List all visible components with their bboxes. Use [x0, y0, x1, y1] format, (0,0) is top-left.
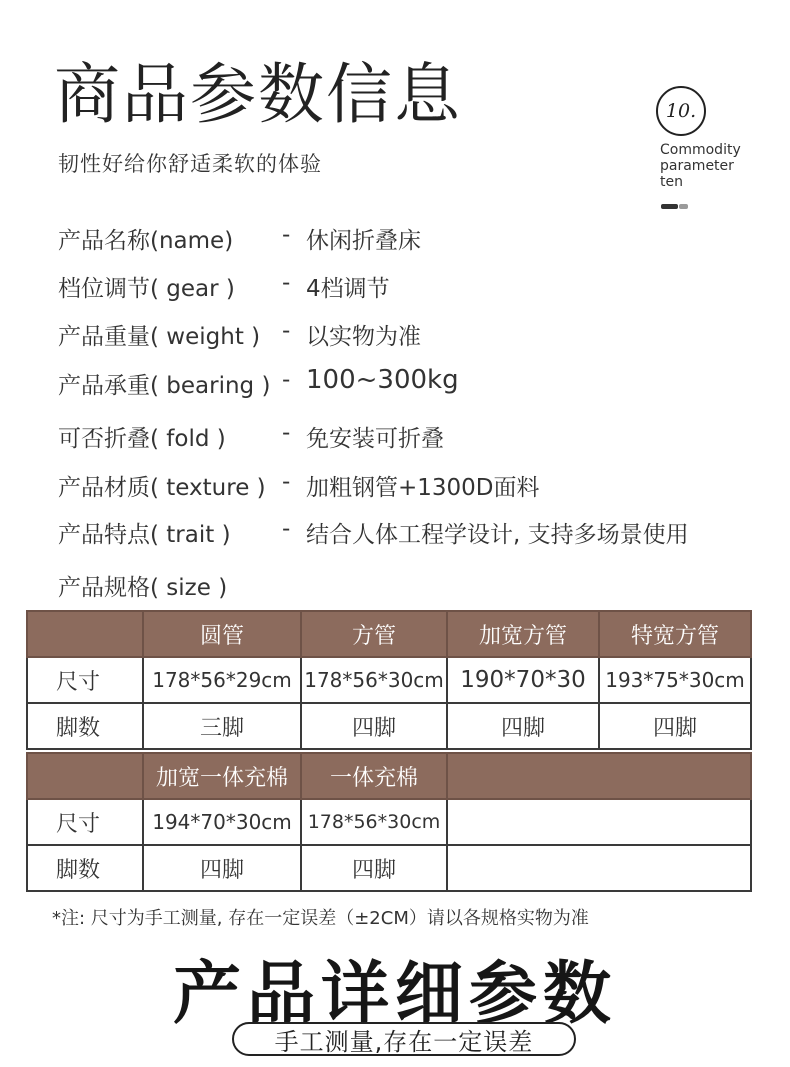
- param-value: 结合人体工程学设计, 支持多场景使用: [306, 522, 689, 548]
- param-label: 产品重量( weight ): [58, 324, 261, 350]
- badge-caption-line: parameter: [660, 158, 734, 174]
- table-header-cell: 加宽方管: [447, 611, 599, 657]
- param-value: 休闲折叠床: [306, 228, 421, 254]
- table-row-label: 脚数: [27, 845, 143, 891]
- table-header-cell: 特宽方管: [599, 611, 751, 657]
- table-header-cell: 一体充棉: [301, 753, 447, 799]
- param-label: 产品特点( trait ): [58, 522, 231, 548]
- table-header-cell: [27, 753, 143, 799]
- param-dash: -: [282, 318, 291, 344]
- table-cell: 193*75*30cm: [599, 657, 751, 703]
- badge-caption-line: ten: [660, 174, 683, 190]
- table-cell: 三脚: [143, 703, 301, 749]
- table-header-cell: [27, 611, 143, 657]
- param-value: 以实物为准: [306, 324, 421, 350]
- param-label: 产品规格( size ): [58, 575, 228, 601]
- badge-caption-line: Commodity: [660, 142, 741, 158]
- table-cell: 四脚: [301, 703, 447, 749]
- param-dash: -: [282, 367, 291, 393]
- table-header-cell: 方管: [301, 611, 447, 657]
- table-row: [27, 657, 751, 703]
- progress-bar-dark: [661, 204, 678, 209]
- table-cell: 178*56*30cm: [301, 657, 447, 703]
- table-header-row: [27, 611, 751, 657]
- table-cell: 四脚: [301, 845, 447, 891]
- table-cell: 194*70*30cm: [143, 799, 301, 845]
- param-dash: -: [282, 420, 291, 446]
- progress-bar-light: [679, 204, 688, 209]
- table-header-cell: 加宽一体充棉: [143, 753, 301, 799]
- param-dash: -: [282, 516, 291, 542]
- table-cell: 190*70*30: [447, 657, 599, 703]
- section-number-badge: 10.: [656, 86, 706, 136]
- table-cell: 四脚: [447, 703, 599, 749]
- page-title: 商品参数信息: [54, 56, 462, 133]
- table-row-label: 尺寸: [27, 799, 143, 845]
- table-cell: 四脚: [143, 845, 301, 891]
- param-label: 产品名称(name): [58, 228, 234, 254]
- table-cell: [447, 845, 751, 891]
- size-table-2: [26, 752, 752, 892]
- table-row: [27, 799, 751, 845]
- table-header-row: [27, 753, 751, 799]
- table-cell: [447, 799, 751, 845]
- table-header-cell: [447, 753, 751, 799]
- param-value: 免安装可折叠: [306, 426, 444, 452]
- table-row-label: 脚数: [27, 703, 143, 749]
- table-row: [27, 845, 751, 891]
- table-header-cell: 圆管: [143, 611, 301, 657]
- table-row-label: 尺寸: [27, 657, 143, 703]
- caption-pill: 手工测量,存在一定误差: [232, 1022, 576, 1056]
- size-table-1: [26, 610, 752, 750]
- param-value: 加粗钢管+1300D面料: [306, 475, 540, 501]
- table-cell: 四脚: [599, 703, 751, 749]
- table-row: [27, 703, 751, 749]
- param-label: 档位调节( gear ): [58, 276, 235, 302]
- param-dash: -: [282, 270, 291, 296]
- param-dash: -: [282, 222, 291, 248]
- badge-caption: [660, 142, 760, 190]
- badge-progress-bar: [661, 204, 688, 209]
- page-subtitle: 韧性好给你舒适柔软的体验: [58, 152, 322, 176]
- table-cell: 178*56*29cm: [143, 657, 301, 703]
- param-label: 产品材质( texture ): [58, 475, 266, 501]
- section-heading: 产品详细参数: [172, 955, 617, 1034]
- table-cell: 178*56*30cm: [301, 799, 447, 845]
- param-value: 100~300kg: [306, 365, 459, 395]
- param-label: 产品承重( bearing ): [58, 373, 271, 399]
- param-value: 4档调节: [306, 276, 390, 302]
- param-dash: -: [282, 469, 291, 495]
- measurement-note: *注: 尺寸为手工测量, 存在一定误差（±2CM）请以各规格实物为准: [52, 908, 589, 929]
- param-label: 可否折叠( fold ): [58, 426, 226, 452]
